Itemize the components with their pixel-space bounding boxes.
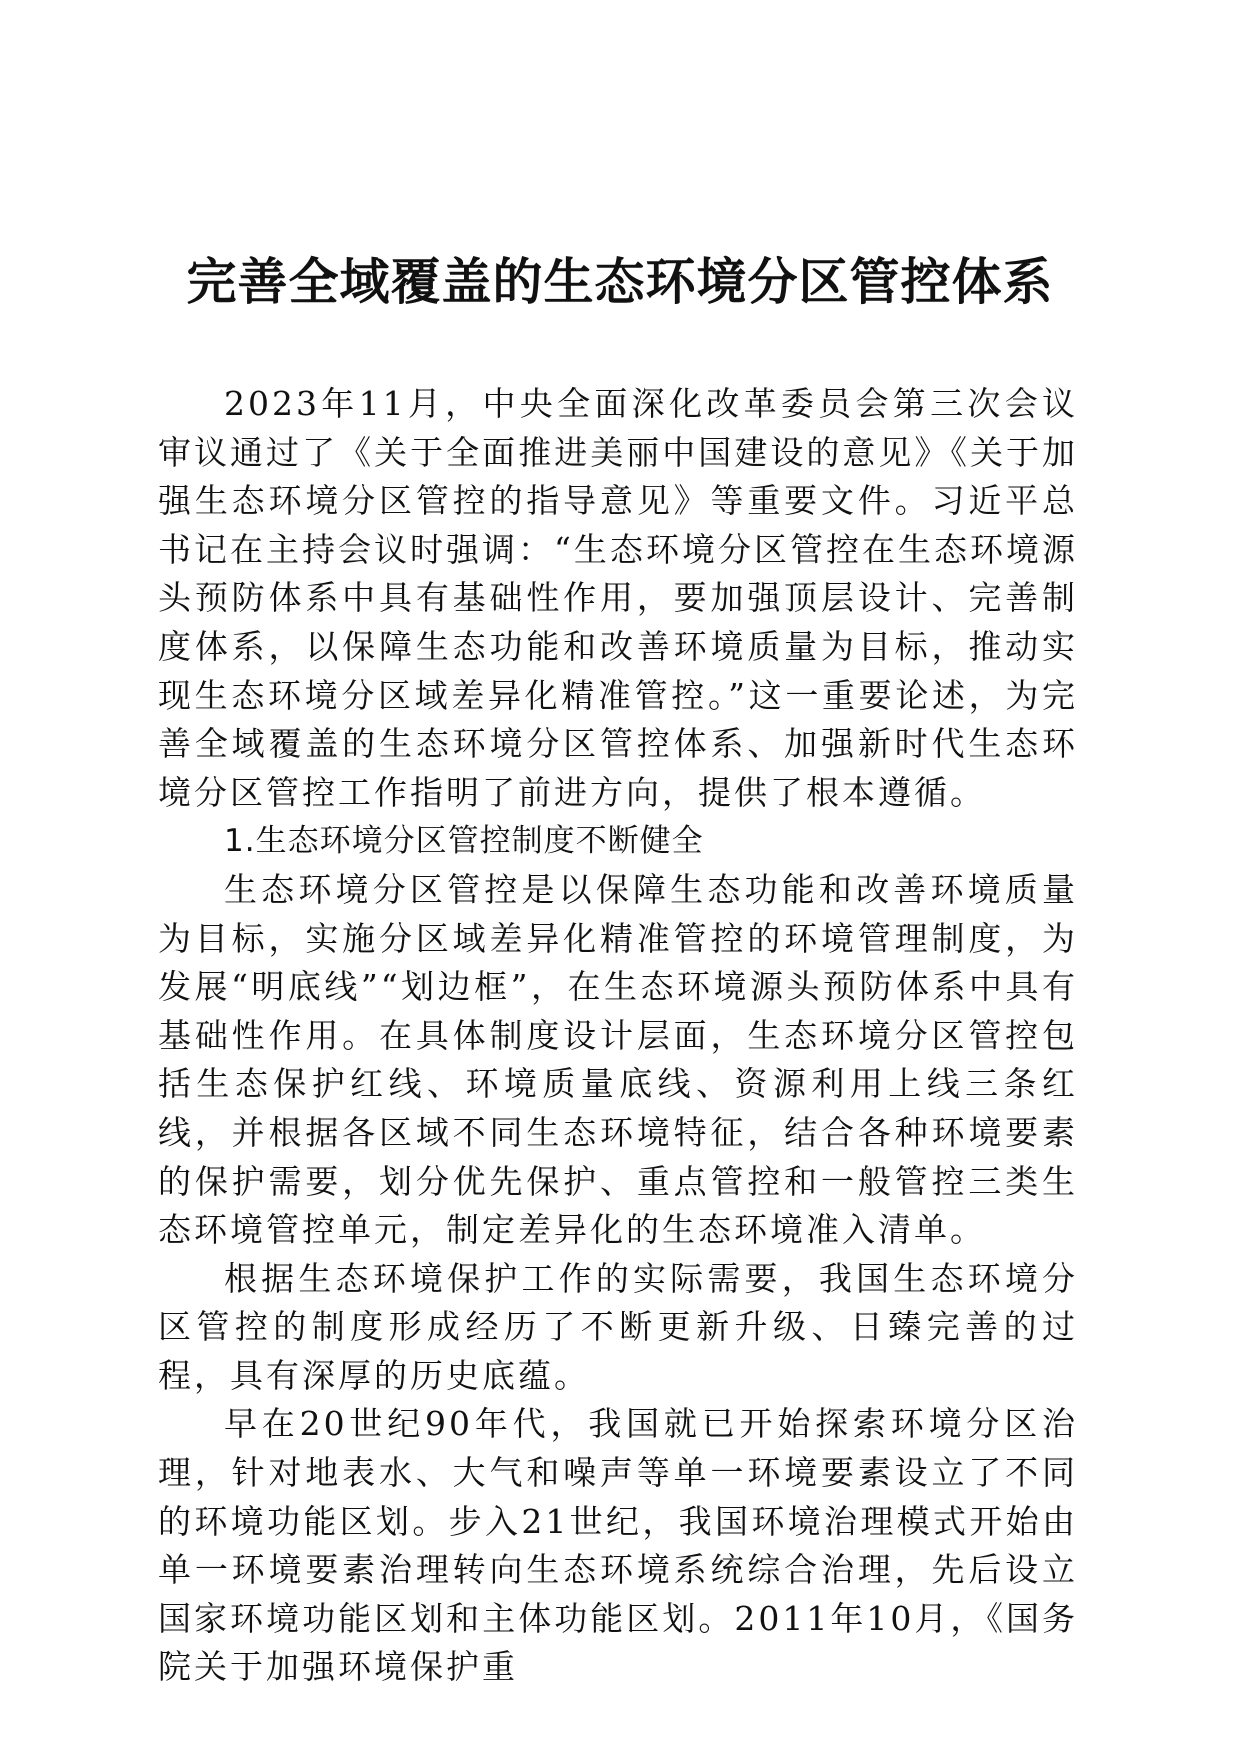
document-title: 完善全域覆盖的生态环境分区管控体系 [186,252,1054,311]
body-paragraph: 早在20世纪90年代，我国就已开始探索环境分区治理，针对地表水、大气和噪声等单一环境要素设立了不同的环境功能区划。步入21世纪，我国环境治理模式开始由单一环境要素治理转向生态环境系统综合治理，先后设立国家环境功能区划和主体功能区划。2011年10月，《国务院关于加强环境保护重 [158,1404,1078,1687]
body-paragraph: 根据生态环境保护工作的实际需要，我国生态环境分区管控的制度形成经历了不断更新升级、日臻完善的过程，具有深厚的历史底蕴。 [158,1258,1078,1395]
body-paragraph: 生态环境分区管控是以保障生态功能和改善环境质量为目标，实施分区域差异化精准管控的环境管理制度，为发展“明底线”“划边框”，在生态环境源头预防体系中具有基础性作用。在具体制度设计层面，生态环境分区管控包括生态保护红线、环境质量底线、资源利用上线三条红线，并根据各区域不同生态环境特征，结合各种环境要素的保护需要，划分优先保护、重点管控和一般管控三类生态环境管控单元，制定差异化的生态环境准入清单。 [158,869,1078,1250]
document-body [158,380,1078,1692]
section-heading: 1.生态环境分区管控制度不断健全 [224,823,704,860]
body-paragraph: 2023年11月，中央全面深化改革委员会第三次会议审议通过了《关于全面推进美丽中国建设的意见》《关于加强生态环境分区管控的指导意见》等重要文件。习近平总书记在主持会议时强调：“生态环境分区管控在生态环境源头预防体系中具有基础性作用，要加强顶层设计、完善制度体系，以保障生态功能和改善环境质量为目标，推动实现生态环境分区域差异化精准管控。”这一重要论述，为完善全域覆盖的生态环境分区管控体系、加强新时代生态环境分区管控工作指明了前进方向，提供了根本遵循。 [158,384,1078,812]
